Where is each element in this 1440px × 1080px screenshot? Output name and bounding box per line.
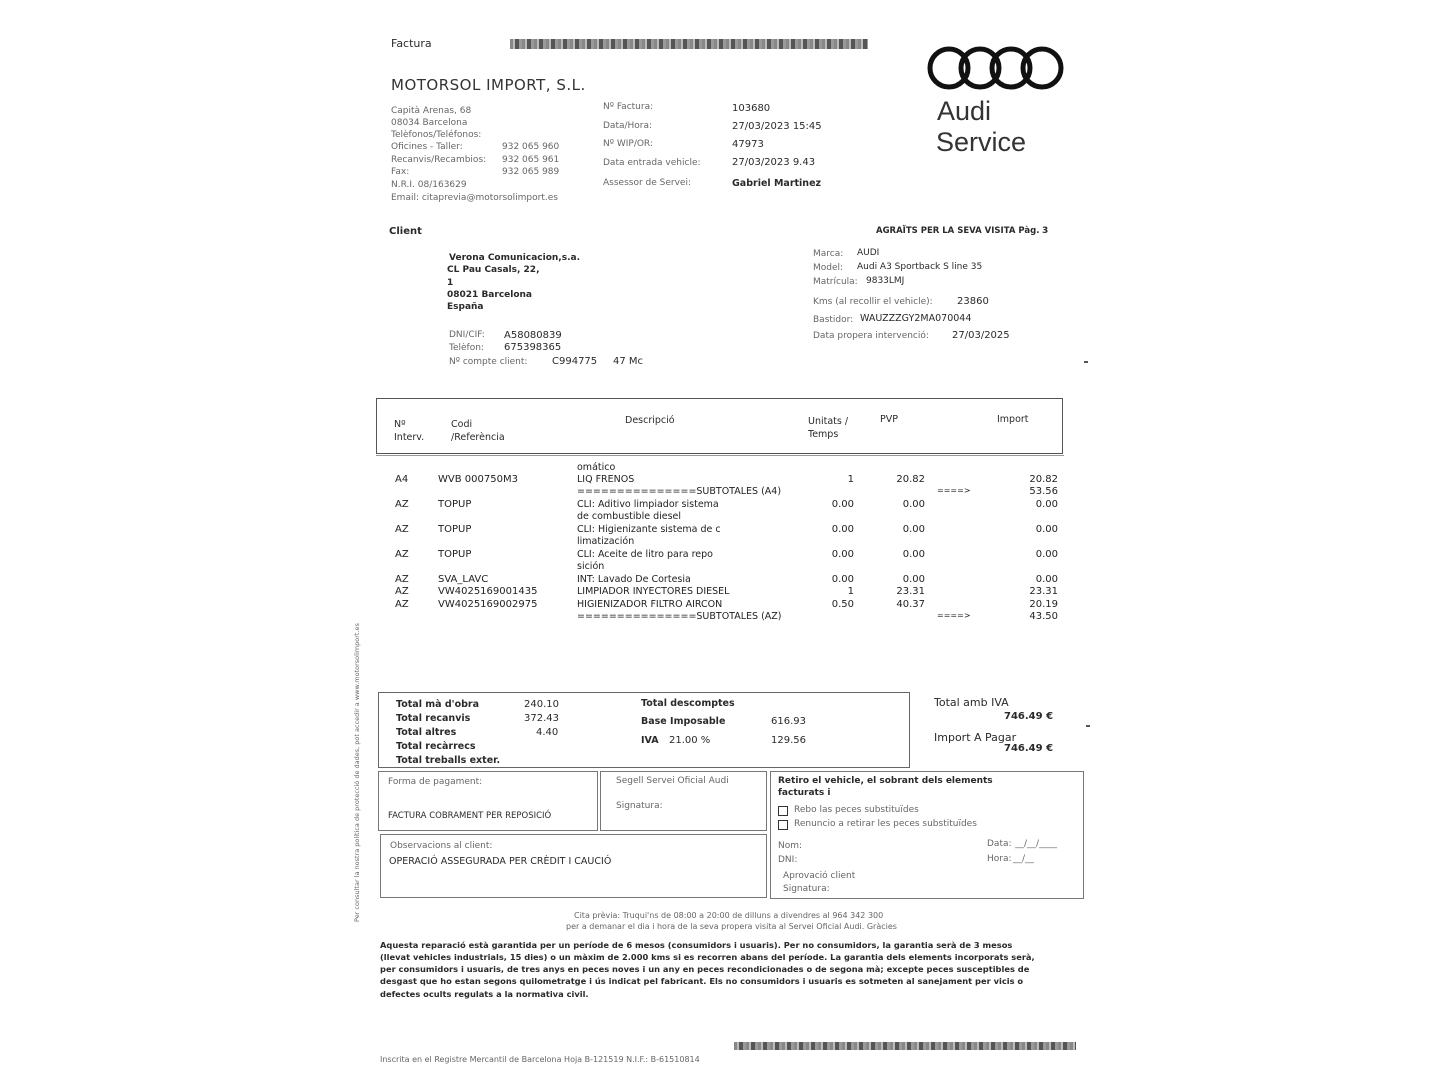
client-account-value: C994775 <box>552 356 598 367</box>
thanks-message: AGRAÏTS PER LA SEVA VISITA Pàg. <box>876 226 1040 236</box>
invoice-date-value: 27/03/2023 15:45 <box>732 121 822 132</box>
warranty-line-5: defectes ocults regulats a la normativa civil. <box>380 989 589 999</box>
tax-base-label: Base Imposable <box>641 716 726 727</box>
table-cell-import: 20.19 <box>1029 599 1058 610</box>
table-cell-pvp: 0.00 <box>902 574 925 585</box>
renounce-parts-checkbox[interactable] <box>778 820 788 830</box>
logo-line-service: Service <box>936 127 1027 157</box>
payment-value: FACTURA COBRAMENT PER REPOSICIÓ <box>388 811 552 821</box>
pickup-name-label: Nom: <box>778 841 803 851</box>
scan-noise-bar <box>510 39 868 49</box>
entry-date-value: 27/03/2023 9.43 <box>732 157 816 168</box>
table-cell-arrow: ====> <box>937 486 971 495</box>
total-labour-label: Total mà d'obra <box>396 699 480 710</box>
client-address-1: CL Pau Casals, 22, <box>447 265 540 275</box>
warranty-line-2: (llevat vehicles industrials, 15 dies) o un màxim de 2.000 kms si es recorren abans del període. La garantia dels elements incorporats serà, <box>380 952 1035 962</box>
total-parts-value: 372.43 <box>524 713 559 724</box>
payment-label: Forma de pagament: <box>388 777 483 787</box>
table-cell-interv: AZ <box>395 524 409 535</box>
table-cell-code: WVB 000750M3 <box>438 474 518 485</box>
table-cell-desc: ===============SUBTOTALES (AZ) <box>577 611 782 622</box>
table-cell-units: 0.00 <box>831 574 854 585</box>
table-cell-units: 0.00 <box>831 549 854 560</box>
table-cell-desc: CLI: Aceite de litro para repo <box>577 549 713 560</box>
observations-value: OPERACIÓ ASSEGURADA PER CRÈDIT I CAUCIÓ <box>389 856 612 867</box>
fax-label: Fax: <box>391 167 410 177</box>
receive-parts-checkbox[interactable] <box>778 806 788 816</box>
table-cell-desc: de combustible diesel <box>577 511 682 522</box>
vehicle-km-value: 23860 <box>957 296 989 307</box>
wip-value: 47973 <box>732 139 764 150</box>
vehicle-plate-label: Matrícula: <box>813 277 858 287</box>
vat-rate: 21.00 % <box>669 735 711 746</box>
table-cell-pvp: 23.31 <box>896 586 925 597</box>
fax-value: 932 065 989 <box>502 167 560 177</box>
client-address-2: 1 <box>447 278 454 288</box>
pickup-time-label: Hora: <box>987 854 1012 864</box>
table-cell-desc: HIGIENIZADOR FILTRO AIRCON <box>577 599 723 610</box>
receive-parts-label: Rebo las peces substituïdes <box>794 805 919 815</box>
phone-workshop-value: 932 065 960 <box>502 142 560 152</box>
pickup-title-1: Retiro el vehicle, el sobrant dels elements <box>778 776 993 786</box>
company-address-1: Capità Arenas, 68 <box>391 106 472 116</box>
vehicle-brand-value: AUDI <box>857 248 880 258</box>
total-others-label: Total altres <box>396 727 457 738</box>
pickup-title-2: facturats i <box>778 788 831 798</box>
table-cell-import: 0.00 <box>1035 549 1058 560</box>
table-cell-import: 23.31 <box>1029 586 1058 597</box>
table-cell-arrow: ====> <box>937 611 971 620</box>
company-address-2: 08034 Barcelona <box>391 118 468 128</box>
company-name: MOTORSOL IMPORT, S.L. <box>391 76 586 94</box>
table-cell-code: TOPUP <box>438 499 472 510</box>
appointment-line-2: per a demanar el dia i hora de la seva propera visita al Servei Oficial Audi. Gràcies <box>566 922 897 931</box>
phone-workshop-label: Oficines - Taller: <box>391 142 463 152</box>
vehicle-model-label: Model: <box>813 263 844 273</box>
table-cell-desc: limatización <box>577 536 635 547</box>
col-header-interv: Nº Interv. <box>394 419 425 443</box>
table-cell-desc: sición <box>577 561 605 572</box>
table-cell-desc: LIQ FRENOS <box>577 474 635 485</box>
document-label: Factura <box>391 37 432 50</box>
total-labour-value: 240.10 <box>524 699 559 710</box>
warranty-line-4: desgast que ho estan segons quilometratge i ús indicat pel fabricant. Els no consumidors i usuaris es sotmeten al sanejament per vicis o <box>380 976 1024 986</box>
privacy-side-text: Per consultar la nostra política de protecció de dades, pot accedir a www.motorsolimport.es <box>353 623 361 922</box>
invoice-number-label: Nº Factura: <box>603 102 654 112</box>
audi-rings-icon <box>925 44 1067 92</box>
table-cell-interv: AZ <box>395 499 409 510</box>
logo-line-audi: Audi <box>937 96 992 126</box>
table-cell-code: VW4025169002975 <box>438 599 538 610</box>
table-cell-interv: A4 <box>395 474 409 485</box>
warranty-line-3: per consumidors i usuaris, de tres anys en peces noves i un any en peces recondicionades o de segona mà; excepte peces susceptibles de <box>380 964 1030 974</box>
vat-value: 129.56 <box>771 735 806 746</box>
tax-base-value: 616.93 <box>771 716 806 727</box>
table-cell-import: 0.00 <box>1035 574 1058 585</box>
table-cell-units: 1 <box>847 586 854 597</box>
client-nif-value: A58080839 <box>504 330 562 341</box>
vehicle-plate-value: 9833LMJ <box>866 276 905 286</box>
col-header-pvp: PVP <box>880 414 898 425</box>
client-account-extra: 47 Mc <box>613 356 644 367</box>
table-cell-pvp: 40.37 <box>896 599 925 610</box>
table-cell-import: 53.56 <box>1029 486 1058 497</box>
total-external-label: Total treballs exter. <box>396 755 501 766</box>
total-discounts-label: Total descomptes <box>641 698 735 709</box>
table-cell-pvp: 20.82 <box>896 474 925 485</box>
table-cell-import: 0.00 <box>1035 499 1058 510</box>
pickup-time-value: __/__ <box>1013 854 1035 864</box>
client-phone-value: 675398365 <box>504 342 562 353</box>
company-email: Email: citaprevia@motorsolimport.es <box>391 193 558 203</box>
vehicle-next-label: Data propera intervenció: <box>813 331 929 341</box>
client-address-4: España <box>447 302 484 312</box>
table-cell-units: 0.50 <box>831 599 854 610</box>
seal-signature-label: Signatura: <box>616 801 663 811</box>
amount-to-pay-label: Import A Pagar <box>934 731 1017 744</box>
vehicle-vin-value: WAUZZZGY2MA070044 <box>860 313 972 324</box>
table-cell-pvp: 0.00 <box>902 524 925 535</box>
company-phones-title: Telèfonos/Teléfonos: <box>391 130 482 140</box>
advisor-label: Assessor de Servei: <box>603 178 691 188</box>
table-cell-code: VW4025169001435 <box>438 586 538 597</box>
table-cell-interv: AZ <box>395 586 409 597</box>
table-cell-desc: CLI: Higienizante sistema de c <box>577 524 721 535</box>
total-parts-label: Total recanvis <box>396 713 471 724</box>
pickup-date-value: __/__/____ <box>1015 839 1058 849</box>
total-with-vat-label: Total amb IVA <box>934 696 1009 709</box>
table-cell-desc: omático <box>577 462 616 473</box>
scan-noise-bar-bottom <box>734 1042 1076 1050</box>
table-cell-units: 1 <box>847 474 854 485</box>
approval-signature-label: Signatura: <box>783 884 830 894</box>
client-section-label: Client <box>389 226 422 237</box>
wip-label: Nº WIP/OR: <box>603 139 653 149</box>
invoice-date-label: Data/Hora: <box>603 121 653 131</box>
table-cell-import: 0.00 <box>1035 524 1058 535</box>
scan-mark-2 <box>1086 725 1090 727</box>
table-cell-desc: LIMPIADOR INYECTORES DIESEL <box>577 586 730 597</box>
client-nif-label: DNI/CIF: <box>449 330 485 340</box>
client-phone-label: Telèfon: <box>449 343 484 353</box>
table-cell-pvp: 0.00 <box>902 549 925 560</box>
table-divider <box>376 455 1064 456</box>
phone-parts-label: Recanvis/Recambios: <box>391 155 487 165</box>
vehicle-model-value: Audi A3 Sportback S line 35 <box>857 262 983 272</box>
col-header-code: Codi /Referència <box>451 419 505 443</box>
appointment-line-1: Cita prèvia: Truqui'ns de 08:00 a 20:00 de dilluns a divendres al 964 342 300 <box>574 911 884 920</box>
table-cell-desc: ===============SUBTOTALES (A4) <box>577 486 782 497</box>
table-cell-units: 0.00 <box>831 499 854 510</box>
table-cell-units: 0.00 <box>831 524 854 535</box>
page-number: 3 <box>1042 226 1049 236</box>
table-cell-code: TOPUP <box>438 524 472 535</box>
table-cell-desc: INT: Lavado De Cortesia <box>577 574 691 585</box>
table-cell-interv: AZ <box>395 549 409 560</box>
warranty-line-1: Aquesta reparació està garantida per un període de 6 mesos (consumidors i usuaris). Per no consumidors, la garantia serà de 3 mesos <box>380 940 1013 950</box>
registry-text: Inscrita en el Registre Mercantil de Barcelona Hoja B-121519 N.I.F.: B-61510814 <box>380 1055 700 1064</box>
company-nri: N.R.I. 08/163629 <box>391 180 467 190</box>
vat-label: IVA <box>641 735 659 746</box>
invoice-number-value: 103680 <box>732 103 771 114</box>
client-account-label: Nº compte client: <box>449 357 528 367</box>
table-cell-code: SVA_LAVC <box>438 574 489 585</box>
table-cell-import: 20.82 <box>1029 474 1058 485</box>
col-header-import: Import <box>997 414 1029 425</box>
observations-label: Observacions al client: <box>390 841 493 851</box>
pickup-date-label: Data: <box>987 839 1012 849</box>
total-with-vat-value: 746.49 € <box>1004 711 1054 722</box>
table-cell-interv: AZ <box>395 599 409 610</box>
phone-parts-value: 932 065 961 <box>502 155 560 165</box>
approval-label: Aprovació client <box>783 871 856 881</box>
col-header-units: Unitats / Temps <box>808 416 849 440</box>
vehicle-vin-label: Bastidor: <box>813 315 854 325</box>
client-name: Verona Comunicacion,s.a. <box>449 253 580 263</box>
seal-label: Segell Servei Oficial Audi <box>616 776 729 786</box>
client-address-3: 08021 Barcelona <box>447 290 533 300</box>
vehicle-km-label: Kms (al recollir el vehicle): <box>813 297 933 307</box>
entry-date-label: Data entrada vehicle: <box>603 158 701 168</box>
advisor-value: Gabriel Martinez <box>732 178 822 189</box>
total-others-value: 4.40 <box>536 727 559 738</box>
table-cell-code: TOPUP <box>438 549 472 560</box>
pickup-dni-label: DNI: <box>778 855 798 865</box>
total-surcharge-label: Total recàrrecs <box>396 741 476 752</box>
table-cell-pvp: 0.00 <box>902 499 925 510</box>
amount-to-pay-value: 746.49 € <box>1004 743 1054 754</box>
renounce-parts-label: Renuncio a retirar les peces substituïdes <box>794 819 977 829</box>
table-cell-import: 43.50 <box>1029 611 1058 622</box>
scan-mark <box>1084 361 1088 363</box>
table-cell-interv: AZ <box>395 574 409 585</box>
vehicle-next-value: 27/03/2025 <box>952 330 1010 341</box>
col-header-desc: Descripció <box>625 415 675 426</box>
vehicle-brand-label: Marca: <box>813 249 844 259</box>
table-cell-desc: CLI: Aditivo limpiador sistema <box>577 499 719 510</box>
